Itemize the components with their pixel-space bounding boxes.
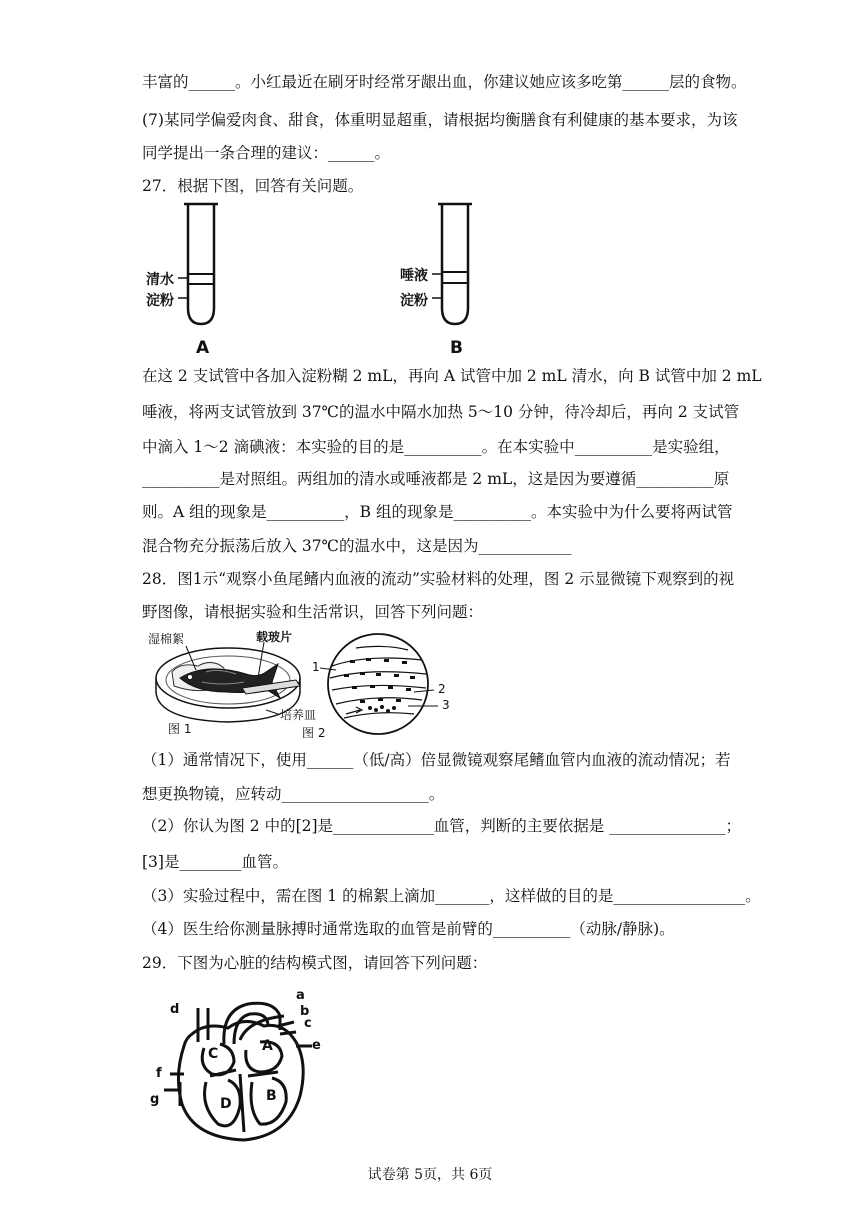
tube-a-top-label: 清水 — [146, 272, 174, 288]
vessel-1-label: 1 — [312, 660, 320, 674]
text-line: __________是对照组。两组加的清水或唾液都是 2 mL，这是因为要遵循__________原 — [142, 470, 730, 488]
tube-b-bottom-label: 淀粉 — [400, 293, 428, 309]
tube-b-top-label: 唾液 — [400, 268, 428, 284]
tube-b-name: B — [450, 338, 463, 358]
fig2-label: 图 2 — [302, 726, 326, 740]
text-line: 混合物充分振荡后放入 37℃的温水中，这是因为____________ — [142, 537, 572, 555]
page-footer: 试卷第 5页，共 6页 — [367, 1167, 493, 1183]
text-line: 想更换物镜，应转动___________________。 — [142, 785, 445, 803]
fig1-label: 图 1 — [168, 722, 192, 736]
text-line: 野图像，请根据实验和生活常识，回答下列问题： — [142, 603, 484, 621]
text-line: （4）医生给你测量脉搏时通常选取的血管是前臂的__________（动脉/静脉)。 — [142, 920, 675, 938]
heart-label-a: a — [296, 988, 305, 1003]
question-29-title: 29．下图为心脏的结构模式图，请回答下列问题： — [142, 954, 488, 972]
tube-a-bottom-label: 淀粉 — [146, 293, 174, 309]
text-line: (7)某同学偏爱肉食、甜食，体重明显超重，请根据均衡膳食有利健康的基本要求，为该 — [142, 111, 738, 129]
text-line: （1）通常情况下，使用______（低/高）倍显微镜观察尾鳍血管内血液的流动情况；若 — [142, 751, 731, 769]
cotton-label: 湿棉絮 — [148, 632, 185, 646]
text-line: 中滴入 1～2 滴碘液：本实验的目的是__________。在本实验中__________是实验组， — [142, 438, 730, 456]
heart-chamber-c: C — [208, 1046, 219, 1062]
heart-chamber-b: B — [266, 1088, 277, 1104]
fish-experiment-figure — [146, 628, 458, 738]
heart-chamber-d: D — [220, 1096, 232, 1112]
vessel-2-label: 2 — [438, 682, 446, 696]
heart-label-b: b — [300, 1004, 310, 1019]
petri-dish — [156, 642, 300, 722]
heart-label-d: d — [170, 1002, 180, 1017]
text-line: 在这 2 支试管中各加入淀粉糊 2 mL，再向 A 试管中加 2 mL 清水，向 B 试管中加 2 mL — [142, 367, 762, 385]
text-line: 同学提出一条合理的建议：______。 — [142, 144, 391, 162]
tube-a-name: A — [196, 338, 210, 358]
text-line: 唾液，将两支试管放到 37℃的温水中隔水加热 5～10 分钟，待冷却后，再向 2 支试管 — [142, 403, 740, 421]
heart-label-g: g — [150, 1092, 160, 1107]
test-tube-figure — [140, 196, 480, 360]
heart-label-c: c — [304, 1016, 312, 1031]
microscope-view — [320, 634, 438, 734]
heart-diagram — [148, 986, 328, 1144]
tube-b — [432, 204, 472, 324]
question-27-title: 27．根据下图，回答有关问题。 — [142, 177, 364, 195]
text-line: （3）实验过程中，需在图 1 的棉絮上滴加_______，这样做的目的是_________________。 — [142, 887, 761, 905]
heart-label-f: f — [156, 1066, 162, 1081]
question-28-title: 28．图1示“观察小鱼尾鳍内血液的流动”实验材料的处理，图 2 示显微镜下观察到的视 — [142, 570, 735, 588]
tube-a — [178, 204, 218, 324]
heart-label-e: e — [312, 1038, 321, 1053]
text-line: （2）你认为图 2 中的[2]是_____________血管，判断的主要依据是 _______________； — [142, 817, 741, 835]
test-tubes-svg — [140, 196, 480, 360]
text-line: [3]是________血管。 — [142, 853, 288, 871]
text-line: 丰富的______。小红最近在刷牙时经常牙龈出血，你建议她应该多吃第______层的食物。 — [142, 73, 747, 91]
slide-label: 载玻片 — [256, 630, 293, 644]
vessel-3-label: 3 — [442, 698, 450, 712]
dish-label: 培养皿 — [280, 708, 317, 722]
heart-chamber-a: A — [262, 1038, 273, 1054]
text-line: 则。A 组的现象是__________，B 组的现象是__________。本实验中为什么要将两试管 — [142, 503, 733, 521]
